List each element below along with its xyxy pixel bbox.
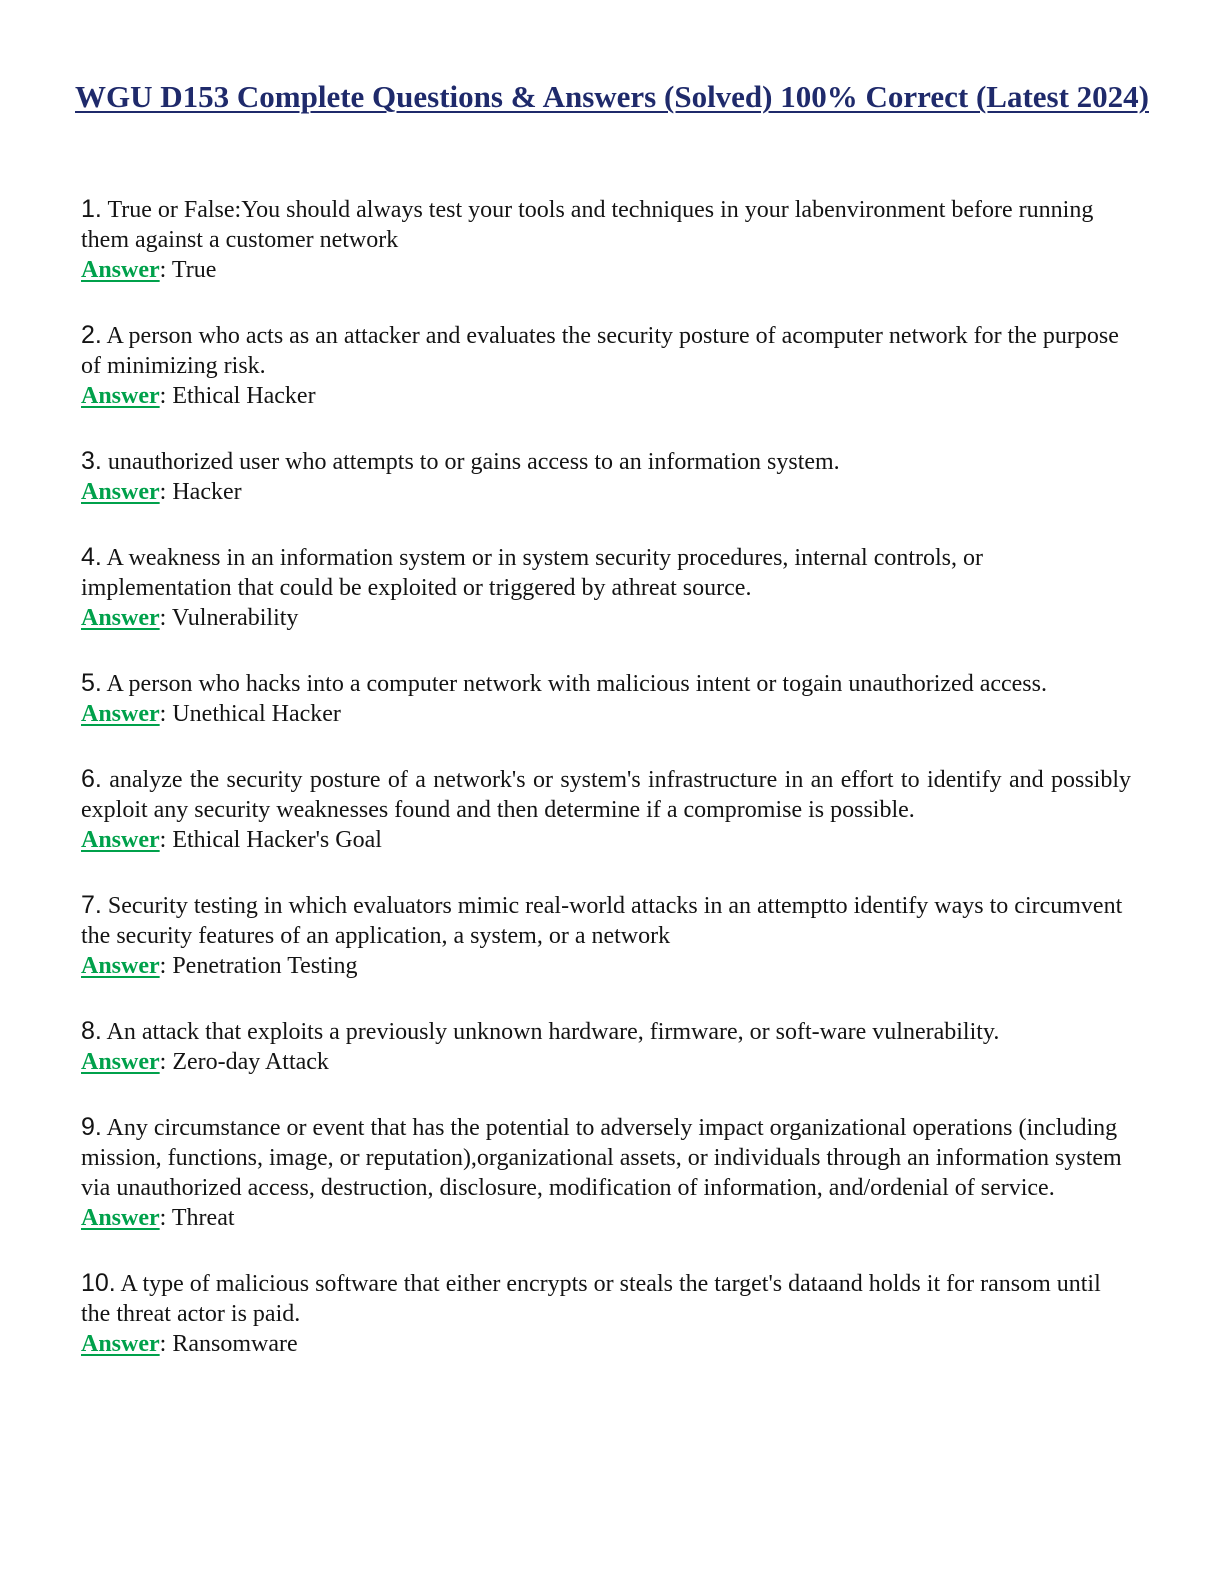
answer-text: Zero-day Attack [172, 1049, 329, 1075]
answer: Answer: Vulnerability [81, 605, 299, 631]
question [81, 1016, 1131, 1047]
question [81, 446, 1131, 477]
answer-label: Answer [81, 953, 160, 979]
answer-text: Ransomware [172, 1331, 298, 1357]
question-number: 10. [81, 1269, 116, 1297]
question [81, 1112, 1131, 1203]
answer-text: Unethical Hacker [172, 701, 341, 727]
qa-item-1 [81, 194, 1131, 285]
question-text: A weakness in an information system or in system security procedures, internal controls, or implementation that could be exploited or triggered by athreat source. [81, 545, 984, 601]
question-text: True or False:You should always test your tools and techniques in your labenvironment before running them against a customer network [81, 197, 1094, 253]
question [81, 194, 1131, 255]
question-text: analyze the security posture of a network's or system's infrastructure in an effort to identify and possibly exploit any security weaknesses found and then determine if a compromise is possible. [81, 767, 1132, 823]
answer: Answer: Ransomware [81, 1331, 298, 1357]
question-number: 3. [81, 447, 102, 475]
answer-text: Ethical Hacker's Goal [172, 827, 382, 853]
answer-label: Answer [81, 257, 160, 283]
answer-text: Ethical Hacker [172, 383, 316, 409]
qa-item-10 [81, 1268, 1131, 1359]
question-text: Any circumstance or event that has the potential to adversely impact organizational operations (including mission, functions, image, or reputation),organizational assets, or individuals through an information system via unauthorized access, destruction, disclosure, modification of information, and/ordenial of service. [81, 1115, 1122, 1201]
qa-item-2 [81, 320, 1131, 411]
answer-text: Penetration Testing [172, 953, 358, 979]
question-number: 1. [81, 195, 102, 223]
question-text: unauthorized user who attempts to or gains access to an information system. [107, 449, 840, 475]
answer-label: Answer [81, 383, 160, 409]
question [81, 320, 1131, 381]
qa-item-6 [81, 764, 1131, 855]
answer-label: Answer [81, 1205, 160, 1231]
question-text: A person who acts as an attacker and evaluates the security posture of acomputer network for the purpose of minimizing risk. [81, 323, 1119, 379]
document-title: WGU D153 Complete Questions & Answers (Solved) 100% Correct (Latest 2024) [75, 79, 1149, 114]
answer: Answer: Hacker [81, 479, 242, 505]
question-text: A type of malicious software that either encrypts or steals the target's dataand holds it for ransom until the threat actor is paid. [81, 1271, 1101, 1327]
question [81, 764, 1131, 825]
answer: Answer: Unethical Hacker [81, 701, 341, 727]
qa-item-7 [81, 890, 1131, 981]
question [81, 668, 1131, 699]
answer: Answer: Penetration Testing [81, 953, 358, 979]
answer-text: True [171, 257, 217, 283]
qa-item-9 [81, 1112, 1131, 1233]
answer-label: Answer [81, 605, 160, 631]
question [81, 890, 1131, 951]
answer-label: Answer [81, 827, 160, 853]
answer: Answer: True [81, 257, 217, 283]
answer-text: Threat [171, 1205, 235, 1231]
qa-item-4 [81, 542, 1131, 633]
answer-label: Answer [81, 701, 160, 727]
question-text: Security testing in which evaluators mimic real-world attacks in an attemptto identify ways to circumvent the security features of an application, a system, or a network [81, 893, 1123, 949]
qa-item-3 [81, 446, 1131, 507]
question [81, 542, 1131, 603]
answer: Answer: Threat [81, 1205, 235, 1231]
answer: Answer: Zero-day Attack [81, 1049, 329, 1075]
question-number: 2. [81, 321, 102, 349]
qa-item-5 [81, 668, 1131, 729]
question [81, 1268, 1131, 1329]
answer-text: Vulnerability [171, 605, 299, 631]
answer-label: Answer [81, 1049, 160, 1075]
question-text: An attack that exploits a previously unknown hardware, firmware, or soft-ware vulnerability. [106, 1019, 1000, 1045]
answer-text: Hacker [172, 479, 242, 505]
question-number: 5. [81, 669, 102, 697]
answer: Answer: Ethical Hacker [81, 383, 316, 409]
question-text: A person who hacks into a computer network with malicious intent or togain unauthorized access. [106, 671, 1047, 697]
question-number: 7. [81, 891, 102, 919]
question-number: 6. [81, 765, 102, 793]
question-list [81, 194, 1131, 1394]
question-number: 9. [81, 1113, 102, 1141]
answer-label: Answer [81, 479, 160, 505]
question-number: 8. [81, 1017, 102, 1045]
answer: Answer: Ethical Hacker's Goal [81, 827, 382, 853]
qa-item-8 [81, 1016, 1131, 1077]
answer-label: Answer [81, 1331, 160, 1357]
question-number: 4. [81, 543, 102, 571]
